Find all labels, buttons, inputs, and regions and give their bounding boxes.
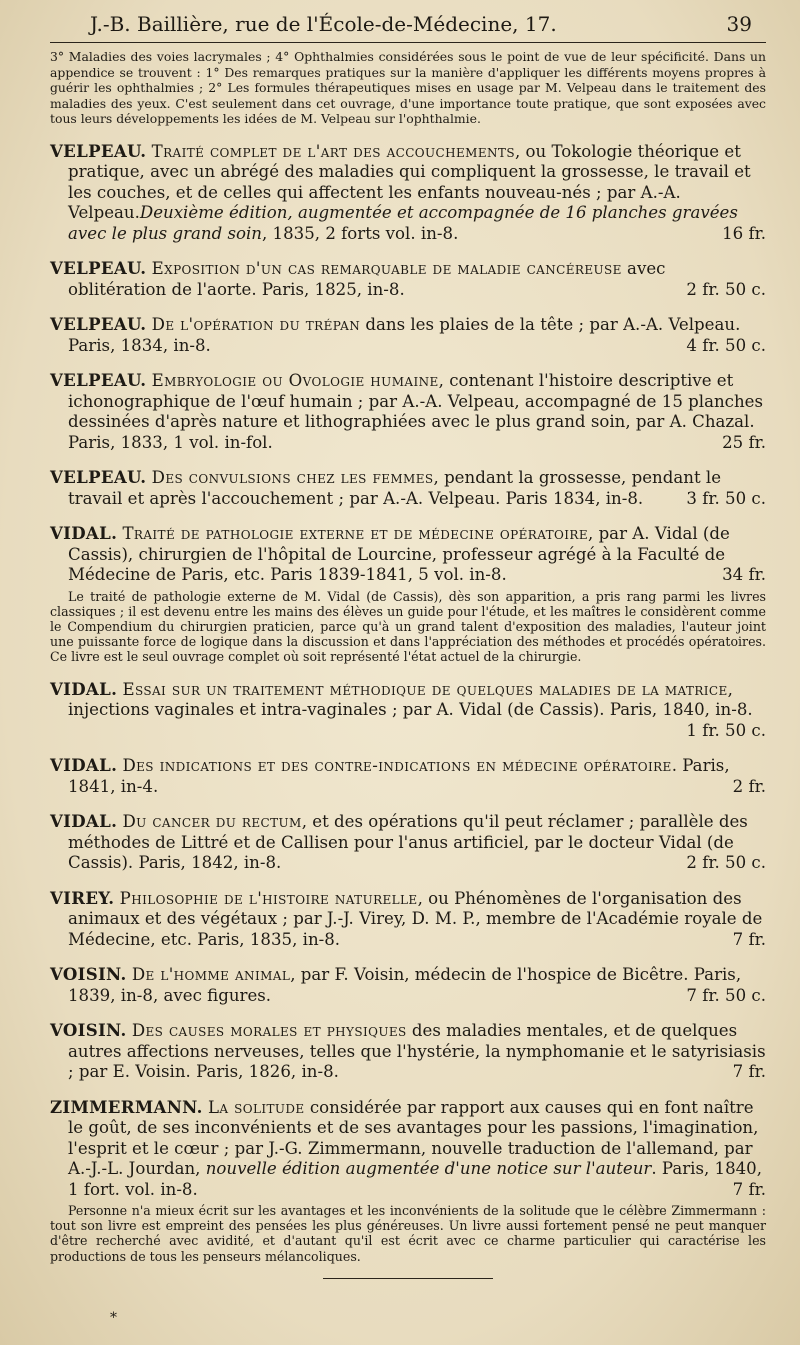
entry-author: VOISIN. xyxy=(50,964,127,985)
entry-text: . Paris, 1841, in-4. xyxy=(68,756,730,796)
catalog-entry xyxy=(50,679,766,742)
entry-description xyxy=(50,1097,766,1201)
catalog-entry xyxy=(50,370,766,453)
entry-author: VELPEAU. xyxy=(50,140,147,161)
entry-title: Essai sur un traitement méthodique de quelques maladies de la matrice xyxy=(122,679,728,699)
price-line xyxy=(50,721,766,742)
entry-title: Traité de pathologie externe et de médecine opératoire xyxy=(122,524,589,543)
page-number: 39 xyxy=(726,12,752,36)
entry-price: 7 fr. xyxy=(732,929,766,949)
entry-text: des maladies mentales, et de quelques autres affections nerveuses, telles que l'hystérie, la nymphomanie et le satyrisiasis ; par E. Voisin. Paris, 1826, in-8. xyxy=(68,1021,766,1082)
entry-title: Philosophie de l'histoire naturelle xyxy=(119,888,418,908)
header-rule xyxy=(50,42,766,43)
entry-title: La solitude xyxy=(207,1097,305,1117)
entry-description xyxy=(50,258,766,300)
entry-author: VIDAL. xyxy=(50,678,118,699)
entry-description xyxy=(50,964,766,1006)
entry-author: VIDAL. xyxy=(50,755,118,776)
entry-price: 1 fr. 50 c. xyxy=(686,720,766,740)
entry-title: Des indications et des contre-indications en médecine opératoire xyxy=(122,756,672,776)
entry-title: De l'homme animal xyxy=(131,965,291,985)
continued-text: 3° Maladies des voies lacrymales ; 4° Ophthalmies considérées sous le point de vue de leur spécificité. Dans un appendice se trouvent : 1° Des remarques pratiques sur la manière d'appliquer les différents moyens propres à guérir les ophthalmies ; 2° Les formules thérapeutiques mises en usage par M. Velpeau dans le traitement des maladies des yeux. C'est seulement dans cet ouvrage, d'une importance toute pratique, que sont exposées avec tous leurs développements les idées de M. Velpeau sur l'ophthalmie. xyxy=(50,49,766,126)
entry-note: Le traité de pathologie externe de M. Vidal (de Cassis), dès son apparition, a pris rang parmi les livres classiques ; il est devenu entre les mains des élèves un guide pour l'étude, et les maîtres le considèrent comme le Compendium du chirurgien praticien, parce qu'à un grand talent d'exposition des maladies, l'auteur joint une puissante force de logique dans la discussion et dans l'appréciation des méthodes et procédés opératoires. Ce livre est le seul ouvrage complet où soit représenté l'état actuel de la chirurgie. xyxy=(50,588,766,665)
entry-italic-text: Deuxième édition, augmentée et accompagnée de 16 planches gravées avec le plus grand soin xyxy=(68,203,738,243)
catalog-entries xyxy=(50,141,766,1264)
catalog-entry xyxy=(50,1097,766,1264)
entry-author: ZIMMERMANN. xyxy=(50,1096,203,1117)
entry-description xyxy=(50,1020,766,1083)
entry-text: , par A. Vidal (de Cassis), chirurgien de l'hôpital de Lourcine, professeur agrégé à la Faculté de Médecine de Paris, etc. Paris 1839-1841, 5 vol. in-8. xyxy=(68,524,730,584)
entry-text: , ou Phénomènes de l'organisation des animaux et des végétaux ; par J.-J. Virey, D. M. P., membre de l'Académie royale de Médecine, etc. Paris, 1835, in-8. xyxy=(68,888,763,949)
entry-price: 2 fr. xyxy=(732,776,766,796)
entry-description xyxy=(50,755,766,797)
entry-author: VIREY. xyxy=(50,887,115,908)
running-header xyxy=(50,12,766,36)
catalog-entry xyxy=(50,141,766,245)
catalog-entry xyxy=(50,467,766,509)
entry-price: 7 fr. xyxy=(732,1179,766,1199)
entry-text-end: . Paris, 1840, 1 fort. vol. in-8. xyxy=(68,1159,763,1199)
entry-price: 16 fr. xyxy=(722,223,766,243)
entry-author: VOISIN. xyxy=(50,1020,127,1041)
entry-italic-text: nouvelle édition augmentée d'une notice sur l'auteur xyxy=(205,1159,652,1179)
entry-text: dans les plaies de la tête ; par A.-A. Velpeau. Paris, 1834, in-8. xyxy=(68,315,741,355)
entry-price: 7 fr. 50 c. xyxy=(686,985,766,1005)
bottom-rule xyxy=(323,1278,493,1279)
catalog-entry xyxy=(50,888,766,951)
entry-description xyxy=(50,811,766,874)
entry-description xyxy=(50,370,766,453)
entry-title: Exposition d'un cas remarquable de maladie cancéreuse xyxy=(151,259,622,278)
entry-price: 3 fr. 50 c. xyxy=(686,488,766,508)
entry-title: Traité complet de l'art des accouchements xyxy=(151,141,515,161)
signature-mark: * xyxy=(110,1310,117,1326)
entry-description xyxy=(50,888,766,951)
catalog-entry xyxy=(50,755,766,797)
entry-price: 4 fr. 50 c. xyxy=(686,335,766,355)
catalog-entry xyxy=(50,314,766,356)
entry-text: considérée par rapport aux causes qui en font naître le goût, de ses inconvénients et de ses avantages pour les passions, l'imagination, l'esprit et le cœur ; par J.-G. Zimmermann, nouvelle traduction de l'allemand, par A.-J.-L. Jourdan, xyxy=(68,1097,759,1179)
entry-author: VELPEAU. xyxy=(50,314,147,334)
entry-author: VIDAL. xyxy=(50,811,118,832)
entry-price: 25 fr. xyxy=(722,432,766,452)
catalog-entry xyxy=(50,1020,766,1083)
entry-price: 7 fr. xyxy=(732,1062,766,1082)
entry-description xyxy=(50,523,766,586)
entry-title: Du cancer du rectum xyxy=(122,812,302,832)
entry-text: , contenant l'histoire descriptive et ichonographique de l'œuf humain ; par A.-A. Velpeau, accompagné de 15 planches dessinées d'après nature et lithographiées avec le plus grand soin, par A. Chazal. Paris, 1833, 1 vol. in-fol. xyxy=(68,371,763,452)
entry-description xyxy=(50,141,766,245)
entry-description xyxy=(50,467,766,509)
entry-text: , ou Tokologie théorique et pratique, avec un abrégé des maladies qui compliquent la grossesse, le travail et les couches, et de celles qui affectent les enfants nouveau-nés ; par A.-A. Velpeau. xyxy=(68,141,751,222)
entry-text: avec oblitération de l'aorte. Paris, 1825, in-8. xyxy=(68,259,666,299)
entry-author: VELPEAU. xyxy=(50,467,147,487)
entry-price: 2 fr. 50 c. xyxy=(686,853,766,873)
entry-author: VELPEAU. xyxy=(50,258,147,278)
entry-title: Des convulsions chez les femmes xyxy=(151,468,434,487)
catalog-entry xyxy=(50,964,766,1006)
entry-text-end: , 1835, 2 forts vol. in-8. xyxy=(262,223,459,243)
entry-note: Personne n'a mieux écrit sur les avantages et les inconvénients de la solitude que le célèbre Zimmermann : tout son livre est empreint des pensées les plus généreuses. Un livre aussi fortement pensé ne peut manquer d'être recherché avec avidité, et d'autant qu'il est écrit avec ce charme particulier qui caractérise les productions de tous les penseurs mélancoliques. xyxy=(50,1203,766,1264)
catalog-entry xyxy=(50,258,766,300)
catalog-entry xyxy=(50,523,766,665)
catalog-entry xyxy=(50,811,766,874)
entry-author: VIDAL. xyxy=(50,523,118,543)
running-title: J.-B. Baillière, rue de l'École-de-Médecine, 17. xyxy=(90,12,557,36)
entry-title: Des causes morales et physiques xyxy=(131,1021,407,1041)
entry-text: , injections vaginales et intra-vaginales ; par A. Vidal (de Cassis). Paris, 1840, in-8. xyxy=(68,679,753,720)
entry-price: 34 fr. xyxy=(722,565,766,584)
entry-description xyxy=(50,679,766,721)
entry-title: De l'opération du trépan xyxy=(151,315,361,334)
entry-author: VELPEAU. xyxy=(50,370,147,390)
entry-title: Embryologie ou Ovologie humaine xyxy=(151,371,439,390)
entry-description xyxy=(50,314,766,356)
entry-text: , et des opérations qu'il peut réclamer ; parallèle des méthodes de Littré et de Callisen pour l'anus artificiel, par le docteur Vidal (de Cassis). Paris, 1842, in-8. xyxy=(68,812,748,873)
entry-price: 2 fr. 50 c. xyxy=(686,279,766,299)
entry-text: , par F. Voisin, médecin de l'hospice de Bicêtre. Paris, 1839, in-8, avec figures. xyxy=(68,965,742,1005)
entry-text: , pendant la grossesse, pendant le travail et après l'accouchement ; par A.-A. Velpeau. Paris 1834, in-8. xyxy=(68,468,722,508)
